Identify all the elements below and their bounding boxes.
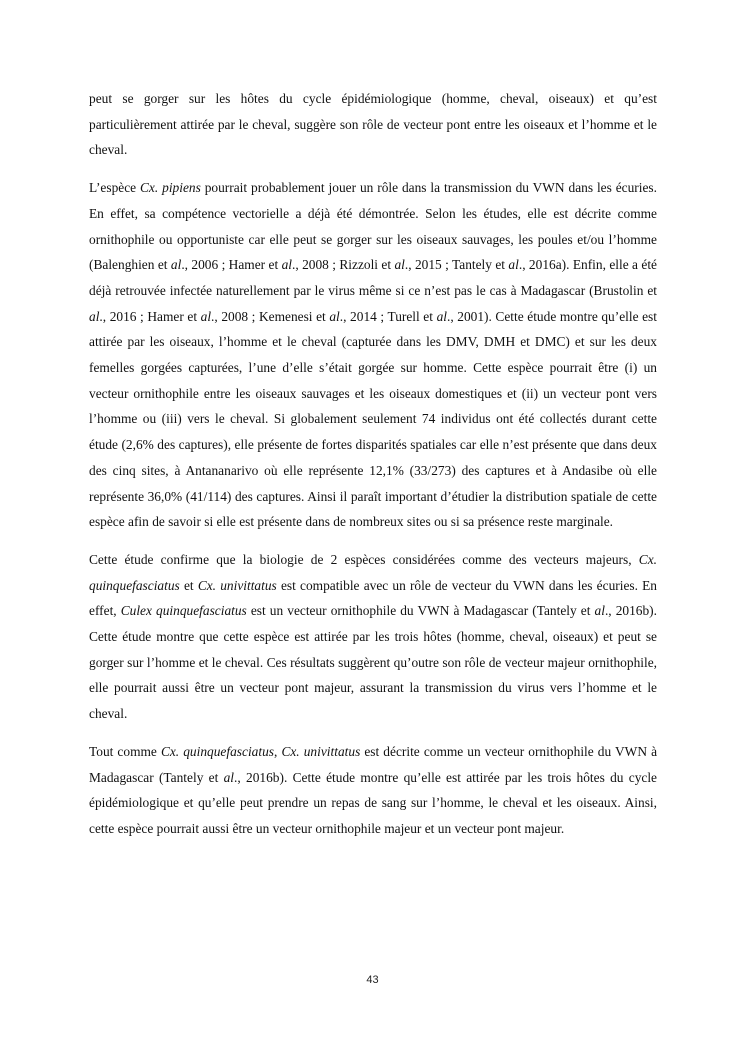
- text-run: ., 2016a). Enfin, elle a été déjà retrouvée infectée naturellement par le virus même si ce n’est pas le cas à Madagascar (Brustolin et: [89, 257, 657, 298]
- italic-run: Cx. pipiens: [140, 180, 201, 196]
- page-number: 43: [366, 974, 379, 986]
- italic-run: Cx. quinquefasciatus: [89, 551, 657, 593]
- text-run: ., 2016 ; Hamer et: [99, 308, 201, 324]
- text-run: L’espèce: [89, 180, 140, 196]
- text-run: ., 2006 ; Hamer et: [181, 257, 282, 273]
- paragraph-1: [89, 86, 657, 163]
- paragraph-3: [89, 547, 657, 727]
- italic-run: al: [170, 257, 182, 273]
- text-run: ., 2016b). Cette étude montre qu’elle est attirée par les trois hôtes du cycle épidémiologique et qu’elle peut prendre un repas de sang sur l’homme, le cheval et les oiseaux. Ainsi, cette espèce pourrait aussi être un vecteur ornithophile majeur et un vecteur pont majeur.: [89, 769, 657, 836]
- text-run: ., 2014 ; Turell et: [339, 308, 437, 324]
- text-run: ., 2008 ; Kemenesi et: [211, 308, 330, 324]
- text-run: Tout comme: [89, 743, 161, 759]
- text-run: est compatible avec un rôle de vecteur du VWN dans les écuries. En effet,: [89, 577, 658, 619]
- italic-run: al: [594, 603, 605, 619]
- text-run: est décrite comme un vecteur ornithophile du VWN à Madagascar (Tantely et: [89, 743, 658, 785]
- italic-run: al: [223, 769, 235, 785]
- text-run: et: [179, 577, 198, 593]
- paragraph-2: [89, 175, 657, 535]
- text-run: ., 2008 ; Rizzoli et: [291, 257, 395, 273]
- italic-run: al: [436, 308, 447, 324]
- italic-run: al: [200, 308, 212, 324]
- italic-run: Cx. univittatus: [281, 743, 361, 759]
- text-run: Cette étude confirme que la biologie de 2 espèces considérées comme des vecteurs majeurs,: [89, 551, 639, 567]
- italic-run: Cx. quinquefasciatus: [160, 743, 274, 759]
- text-run: pourrait probablement jouer un rôle dans la transmission du VWN dans les écuries. En effet, sa compétence vectorielle a déjà été démontrée. Selon les études, elle est décrite comme ornithophile ou opportuniste car elle peut se gorger sur les oiseaux sauvages, les poules et/ou l’homme (Balenghien et: [89, 180, 657, 273]
- italic-run: Cx. univittatus: [197, 577, 277, 593]
- text-run: ., 2016b). Cette étude montre que cette espèce est attirée par les trois hôtes (homme, cheval, oiseaux) et peut se gorger sur l’homme et le cheval. Ces résultats suggèrent qu’outre son rôle de vecteur majeur ornithophile, elle pourrait aussi être un vecteur pont majeur, assurant la transmission du virus vers l’homme et le cheval.: [89, 603, 657, 722]
- italic-run: Culex quinquefasciatus: [120, 603, 247, 619]
- italic-run: al: [89, 308, 100, 324]
- text-run: ,: [274, 743, 282, 759]
- italic-run: al: [329, 308, 340, 324]
- text-run: est un vecteur ornithophile du VWN à Madagascar (Tantely et: [246, 603, 595, 619]
- paragraph-4: [89, 739, 657, 842]
- italic-run: al: [281, 257, 292, 273]
- text-run: ., 2001). Cette étude montre qu’elle est attirée par les oiseaux, l’homme et le cheval (capturée dans les DMV, DMH et DMC) et sur les deux femelles gorgées capturées, l’une d’elle s’était gorgée sur homme. Cette espèce pourrait être (i) un vecteur ornithophile entre les oiseaux sauvages et les oiseaux domestiques et (ii) un vecteur pont vers l’homme ou (iii) vers le cheval. Si globalement seulement 74 individus ont été collectés durant cette étude (2,6% des captures), elle présente de fortes disparités spatiales car elle n’est présente que dans deux des cinq sites, à Antananarivo où elle représente 12,1% (33/273) des captures et à Andasibe où elle représente 36,0% (41/114) des captures. Ainsi il paraît important d’étudier la distribution spatiale de cette espèce afin de savoir si elle est présente dans de nombreux sites ou si sa présence reste marginale.: [89, 308, 657, 530]
- body-text: [89, 86, 657, 854]
- italic-run: al: [508, 257, 519, 273]
- text-run: peut se gorger sur les hôtes du cycle épidémiologique (homme, cheval, oiseaux) et qu’est particulièrement attirée par le cheval, suggère son rôle de vecteur pont entre les oiseaux et l’homme et le cheval.: [89, 91, 657, 158]
- italic-run: al: [394, 257, 405, 273]
- text-run: ., 2015 ; Tantely et: [404, 257, 509, 273]
